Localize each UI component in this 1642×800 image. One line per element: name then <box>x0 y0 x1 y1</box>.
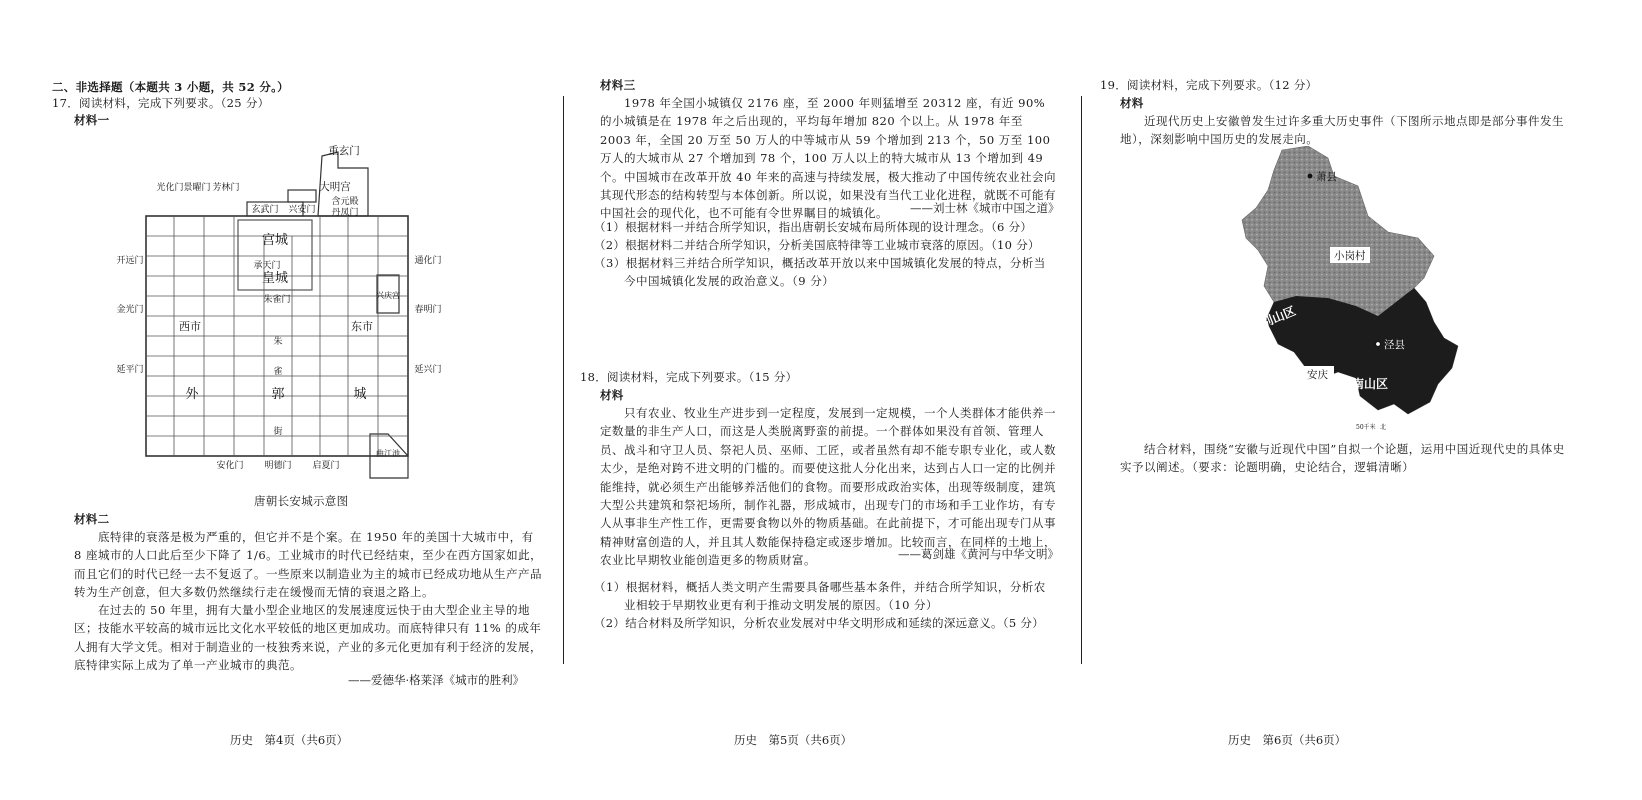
map-label-yanxing: 延兴门 <box>414 365 442 375</box>
map-label-guo: 郭 <box>271 387 285 402</box>
material-2-label: 材料二 <box>74 512 110 526</box>
material-2-para-2: 在过去的 50 年里，拥有大量小型企业地区的发展速度远快于由大型企业主导的地区；技能水平较高的城市远比文化水平较低的地区更加成功。而底特律只有 11% 的成年人拥有大学文凭。相对于制造业的一枝独秀来说，产业的多元化更加有利于经济的发展，底特律实际上成为了单一产业城市的典范。 <box>74 603 542 673</box>
map-label-tonghua: 通化门 <box>414 256 442 266</box>
page-footer: 历史 第5页（共6页） <box>734 733 853 747</box>
q18-sub-1: （1）根据材料，概括人类文明产生需要具备哪些基本条件，并结合所学知识，分析农业相较于早期牧业更有利于推动文明发展的原因。（10 分） <box>594 580 1046 613</box>
map-label-hanyuan: 含元殿 <box>331 197 359 207</box>
material-3-label: 材料三 <box>600 78 636 92</box>
q19-material-para: 近现代历史上安徽曾发生过许多重大历史事件（下图所示地点即是部分事件发生地），深刻影响中国历史的发展走向。 <box>1120 114 1564 147</box>
q18-sub-2: （2）结合材料及所学知识，分析农业发展对中华文明形成和延续的深远意义。（5 分） <box>594 616 1045 630</box>
q19-prompt: 结合材料，围绕“安徽与近现代中国”自拟一个论题，运用中国近现代史的具体史实予以阐述。（要求：论题明确，史论结合，逻辑清晰） <box>1120 442 1565 475</box>
map-label-mingde: 明德门 <box>264 461 292 471</box>
map-label-xishi: 西市 <box>179 320 201 333</box>
q18-source: ——葛剑雄《黄河与中华文明》 <box>898 547 1059 561</box>
map-label-dabie: 大别山区 <box>1247 303 1298 335</box>
map-label-anhua: 安化门 <box>216 461 244 471</box>
map-label-wannan: 皖南山区 <box>1340 377 1389 391</box>
q17-title: 17．阅读材料，完成下列要求。（25 分） <box>52 96 270 110</box>
map-label-gongcheng: 宫城 <box>261 233 289 248</box>
map-label-qixia: 启夏门 <box>312 461 340 471</box>
anhui-map <box>1238 146 1478 432</box>
map-label-danfeng: 丹凤门 <box>331 208 359 218</box>
map-label-yanping: 延平门 <box>116 365 144 375</box>
page-footer: 历史 第4页（共6页） <box>230 733 349 747</box>
section-title: 二、非选择题（本题共 3 小题，共 52 分。） <box>52 80 289 94</box>
map-label-chongxuan: 重玄门 <box>328 145 360 157</box>
q17-sub-2: （2）根据材料二并结合所学知识，分析美国底特律等工业城市衰落的原因。（10 分） <box>594 238 1040 252</box>
q18-material-para: 只有农业、牧业生产进步到一定程度，发展到一定规模，一个人类群体才能供养一定数量的非生产人口，而这是人类脱离野蛮的前提。一个群体如果没有首领、管理人员、战斗和守卫人员、祭祀人员、巫师、工匠，或者虽然有却不能专职专业化，或人数太少，是绝对跨不进文明的门槛的。而要使这批人分化出来，达到占人口一定的比例并能维持，就必须生产出能够养活他们的食物。而要形成政治实体，出现等级制度，建筑大型公共建筑和祭祀场所，制作礼器，形成城市，出现专门的市场和手工业作坊，有专人从事非生产性工作，更需要食物以外的物质基础。在此前提下，才可能出现专门从事精神财富创造的人，并且其人数能保持稳定或逐步增加。比较而言，在同样的土地上，农业比早期牧业能创造更多的物质财富。 <box>600 406 1056 568</box>
q19-title: 19．阅读材料，完成下列要求。（12 分） <box>1100 78 1318 92</box>
map-label-jie: 街 <box>273 427 283 437</box>
map-label-fanglin: 芳林门 <box>212 183 240 193</box>
map-label-xingqing: 兴庆宫 <box>376 291 400 300</box>
q19-material-label: 材料 <box>1120 96 1144 110</box>
material-3-para: 1978 年全国小城镇仅 2176 座，至 2000 年则猛增至 20312 座，有近 90% 的小城镇是在 1978 年之后出现的，平均每年增加 820 个以上。从 1978 年至 2003 年，全国 20 万至 50 万人的中等城市从 59 个增加到 213 个，50 万至 100 万人的大城市从 27 个增加到 78 个，100 万人以上的特大城市从 13 个增加到 49 个。中国城市在改革开放 40 年来的高速与持续发展，极大推动了中国传统农业社会向其现代形态的结构转型与本体创新。所以说，如果没有当代工业化进程，就既不可能有中国社会的现代化，也不可能有令世界瞩目的城镇化。 <box>600 96 1056 221</box>
page-footer: 历史 第6页（共6页） <box>1228 733 1347 747</box>
material-1-label: 材料一 <box>74 113 110 127</box>
map-label-jingyao: 景曜门 <box>183 183 211 193</box>
map-label-guanghua: 光化门 <box>156 183 184 193</box>
map-label-que: 雀 <box>273 367 283 377</box>
map-label-anqing: 安庆 <box>1307 369 1328 381</box>
map-label-chengtian: 承天门 <box>253 261 281 271</box>
column-divider <box>563 96 564 664</box>
map-label-xuanwu: 玄武门 <box>251 205 279 215</box>
material-3-source: ——刘士林《城市中国之道》 <box>910 201 1060 215</box>
map-label-dongshi: 东市 <box>351 320 373 333</box>
map-label-qujiang: 曲江池 <box>376 449 400 458</box>
map-label-jingxian: 泾县 <box>1384 339 1405 351</box>
map-label-chunming: 春明门 <box>414 305 442 315</box>
map-label-kaiyuan: 开远门 <box>116 256 144 266</box>
map-label-wai: 外 <box>185 387 199 402</box>
map-label-daming: 大明宫 <box>319 181 351 193</box>
map-scale: 50千米 <box>1356 424 1376 431</box>
column-divider <box>1081 96 1082 664</box>
map-label-xingan: 兴安门 <box>288 205 316 215</box>
map-label-zhu: 朱 <box>273 337 283 347</box>
material-2-source: ——爱德华·格莱泽《城市的胜利》 <box>348 673 525 687</box>
map-caption: 唐朝长安城示意图 <box>254 494 349 508</box>
map-label-cheng: 城 <box>353 387 367 402</box>
changan-map <box>112 140 482 480</box>
map-label-zhuque: 朱雀门 <box>263 295 291 305</box>
q18-material-label: 材料 <box>600 388 624 402</box>
page-6 <box>1086 0 1606 800</box>
map-north: 北 <box>1380 424 1387 431</box>
map-label-xiaoxian: 萧县 <box>1316 171 1337 183</box>
material-2-para-1: 底特律的衰落是极为严重的，但它并不是个案。在 1950 年的美国十大城市中，有 8 座城市的人口此后至少下降了 1/6。工业城市的时代已经结束，至少在西方国家如此，而且它们的时代已经一去不复返了。一些原来以制造业为主的城市已经成功地从生产产品转为生产创意，但大多数仍然继续行走在缓慢而无情的衰退之路上。 <box>74 530 543 600</box>
map-label-huangcheng: 皇城 <box>261 271 289 286</box>
q17-sub-1: （1）根据材料一并结合所学知识，指出唐朝长安城布局所体现的设计理念。（6 分） <box>594 220 1033 234</box>
map-label-xiaogang: 小岗村 <box>1334 250 1366 262</box>
q18-title: 18．阅读材料，完成下列要求。（15 分） <box>580 370 798 384</box>
map-label-jinguang: 金光门 <box>116 305 144 315</box>
q17-sub-3: （3）根据材料三并结合所学知识，概括改革开放以来中国城镇化发展的特点，分析当今中国城镇化发展的政治意义。（9 分） <box>594 256 1046 289</box>
page-4 <box>52 0 572 800</box>
page-5 <box>580 0 1082 800</box>
